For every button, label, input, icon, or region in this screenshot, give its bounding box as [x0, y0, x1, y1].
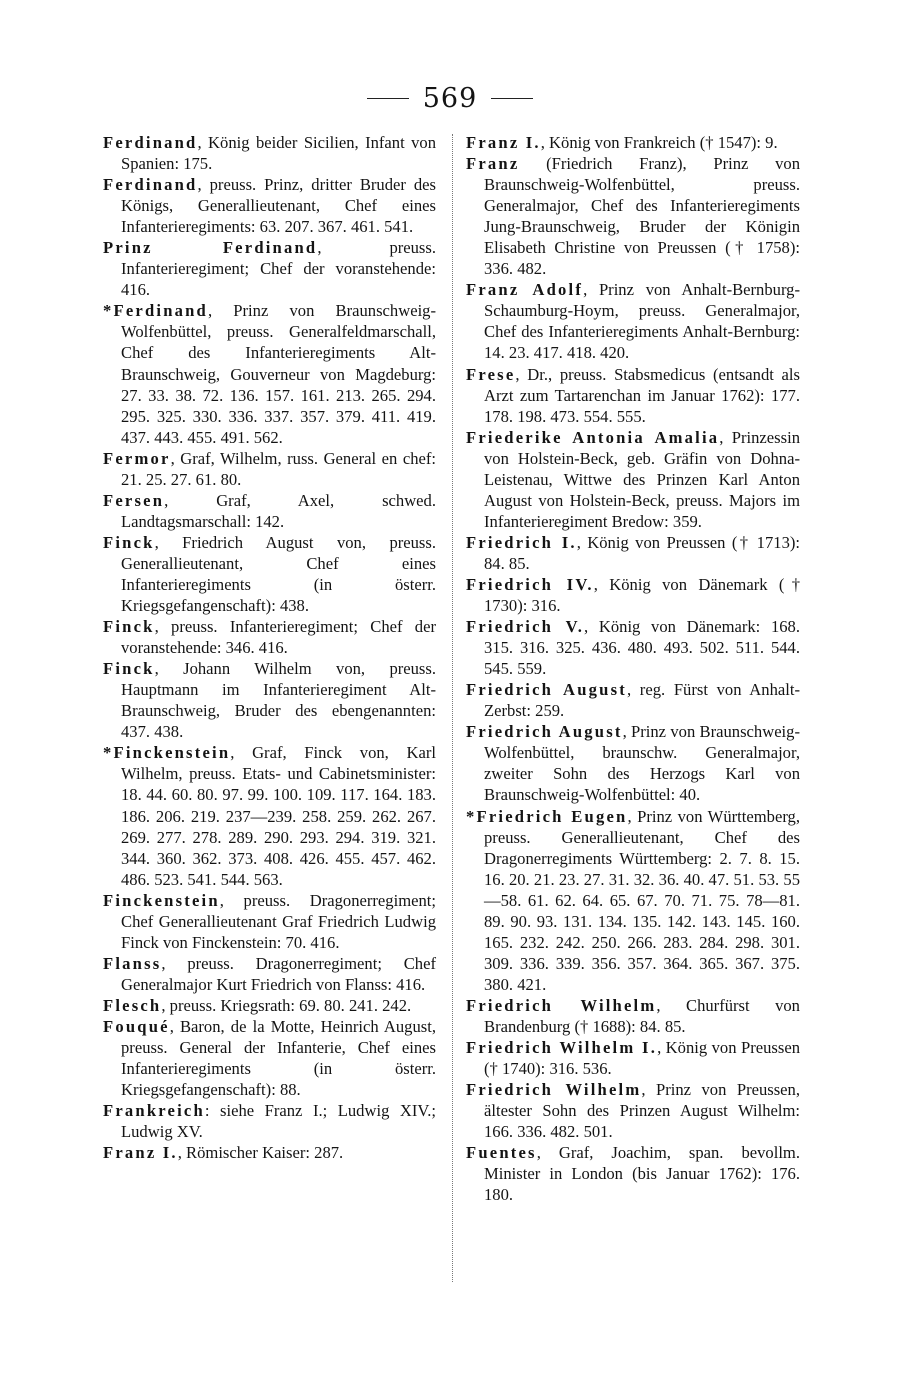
entry-text: , König von Frankreich († 1547): 9.: [540, 133, 778, 152]
entry-text: , Friedrich August von, preuss. Generallieutenant, Chef eines Infanterieregiments (in österr. Kriegsgefangenschaft): 438.: [121, 532, 436, 616]
entry-headword: Friedrich Wilhelm I.: [466, 1038, 658, 1058]
index-entry: [466, 1142, 800, 1205]
index-entry: [466, 806, 800, 995]
index-entry: [103, 1100, 436, 1142]
entry-headword: *Friedrich Eugen: [466, 806, 628, 826]
entry-headword: Frese: [466, 364, 516, 384]
index-entry: [103, 890, 436, 953]
index-entry: [103, 995, 436, 1016]
entry-text: , Prinzessin von Holstein-Beck, geb. Gräfin von Dohna-Leistenau, Wittwe des Prinzen Karl Anton August von Holstein-Beck, preuss. Majors im Infanterieregiment Bredow: 359.: [484, 427, 800, 531]
entry-text: , preuss. Infanterieregiment; Chef der voranstehende: 346. 416.: [121, 617, 436, 658]
entry-text: , preuss. Dragonerregiment; Chef Generallieutenant Graf Friedrich Ludwig Finck von Finckenstein: 70. 416.: [121, 890, 436, 952]
entry-text: , Graf, Wilhelm, russ. General en chef: 21. 25. 27. 61. 80.: [121, 448, 436, 489]
entry-text: , Prinz von Braunschweig-Wolfenbüttel, preuss. Generalfeldmarschall, Chef des Infanterieregiments Alt-Braunschweig, Gouverneur von Magdeburg: 27. 33. 38. 72. 136. 157. 161. 213. 265. 294. 295. 325. 330. 336. 337. 357. 379. 411. 419. 437. 443. 455. 491. 562.: [121, 301, 436, 447]
index-column-left: [103, 132, 436, 1163]
index-entry: [103, 174, 436, 237]
entry-text: , preuss. Prinz, dritter Bruder des Königs, Generallieutenant, Chef eines Infanterieregiments: 63. 207. 367. 461. 541.: [121, 175, 436, 237]
index-entry: [103, 953, 436, 995]
entry-text: , Graf, Finck von, Karl Wilhelm, preuss. Etats- und Cabinetsminister: 18. 44. 60. 80. 97. 99. 100. 109. 117. 164. 183. 186. 206. 219. 237—239. 258. 259. 262. 267. 269. 277. 278. 289. 290. 293. 294. 319. 321. 344. 360. 362. 373. 408. 426. 455. 457. 462. 486. 523. 541. 544. 563.: [121, 743, 436, 889]
index-entry: [466, 1079, 800, 1142]
entry-text: , König von Dänemark: 168. 315. 316. 325. 436. 480. 493. 502. 511. 544. 545. 559.: [484, 617, 801, 679]
index-entry: [466, 132, 800, 153]
index-entry: [103, 616, 436, 658]
entry-headword: Fersen: [103, 490, 165, 510]
index-entry: [103, 658, 436, 742]
entry-text: , Prinz von Anhalt-Bernburg-Schaumburg-Hoym, preuss. Generalmajor, Chef des Infanterieregiments Anhalt-Bernburg: 14. 23. 417. 418. 420.: [484, 280, 800, 363]
entry-text: (Friedrich Franz), Prinz von Braunschweig-Wolfenbüttel, preuss. Generalmajor, Chef des Infanterieregiments Jung-Braunschweig, Bruder der Königin Elisabeth Christine von Preussen († 1758): 336. 482.: [484, 154, 800, 279]
entry-text: , Churfürst von Brandenburg († 1688): 84. 85.: [484, 995, 800, 1036]
entry-headword: Franz I.: [466, 133, 541, 152]
entry-headword: Finck: [103, 617, 155, 637]
entry-text: , König beider Sicilien, Infant von Spanien: 175.: [121, 133, 436, 174]
entry-headword: Finck: [103, 659, 155, 679]
entry-headword: Franz Adolf: [466, 280, 584, 300]
entry-headword: Fouqué: [103, 1016, 170, 1036]
entry-headword: Fermor: [103, 448, 171, 468]
entry-headword: Finckenstein: [103, 890, 220, 910]
entry-headword: Friedrich August: [466, 680, 627, 700]
entry-headword: Franz: [466, 154, 520, 174]
entry-text: , König von Preussen († 1713): 84. 85.: [484, 532, 800, 573]
entry-text: , Dr., preuss. Stabsmedicus (entsandt als Arzt zum Tartarenchan im Januar 1762): 177. 178. 198. 473. 554. 555.: [484, 364, 800, 426]
entry-text: , preuss. Kriegsrath: 69. 80. 241. 242.: [161, 995, 412, 1015]
entry-headword: Fuentes: [466, 1143, 537, 1163]
entry-text: , Graf, Axel, schwed. Landtagsmarschall: 142.: [121, 490, 436, 531]
index-entry: [466, 427, 800, 532]
entry-headword: Franz I.: [103, 1143, 178, 1163]
index-entry: [103, 132, 436, 174]
entry-headword: Friedrich Wilhelm: [466, 995, 657, 1015]
index-entry: [103, 490, 436, 532]
page-number: 569: [422, 82, 478, 114]
index-entry: [466, 679, 800, 721]
index-entry: [466, 995, 800, 1037]
entry-text: , Johann Wilhelm von, preuss. Hauptmann im Infanterieregiment Alt-Braunschweig, Bruder des ebengenannten: 437. 438.: [121, 659, 436, 742]
entry-headword: *Ferdinand: [103, 301, 208, 321]
entry-headword: Friedrich August: [466, 722, 623, 742]
index-entry: [466, 279, 800, 363]
entry-headword: *Finckenstein: [103, 743, 231, 763]
entry-headword: Friedrich Wilhelm: [466, 1080, 642, 1100]
index-entry: [466, 153, 800, 279]
index-entry: [103, 742, 436, 889]
entry-text: , König von Dänemark († 1730): 316.: [484, 574, 800, 616]
entry-headword: Friedrich IV.: [466, 574, 594, 594]
entry-headword: Friedrich V.: [466, 617, 585, 637]
entry-text: , preuss. Infanterieregiment; Chef der voranstehende: 416.: [121, 238, 436, 300]
header-rule-left: [367, 98, 409, 99]
entry-headword: Friedrich I.: [466, 532, 577, 552]
index-entry: [103, 237, 436, 300]
entry-text: , Baron, de la Motte, Heinrich August, preuss. General der Infanterie, Chef eines Infanterieregiments (in österr. Kriegsgefangenschaft): 88.: [121, 1016, 436, 1100]
entry-text: , König von Preussen († 1740): 316. 536.: [484, 1038, 800, 1079]
index-column-right: [466, 132, 800, 1205]
index-entry: [466, 574, 800, 616]
entry-text: , Prinz von Württemberg, preuss. Generallieutenant, Chef des Dragonerregiments Württemberg: 2. 7. 8. 15. 16. 20. 21. 23. 27. 31. 32. 36. 40. 47. 51. 53. 55—58. 61. 62. 64. 65. 67. 70. 71. 75. 78—81. 89. 90. 93. 131. 134. 135. 142. 143. 145. 160. 165. 232. 242. 250. 266. 283. 284. 298. 301. 309. 336. 339. 356. 357. 364. 365. 367. 375. 380. 421.: [484, 806, 800, 994]
index-entry: [466, 532, 800, 574]
entry-text: , preuss. Dragonerregiment; Chef Generalmajor Kurt Friedrich von Flanss: 416.: [121, 953, 436, 994]
entry-headword: Flanss: [103, 953, 162, 973]
header-rule-right: [491, 98, 533, 99]
index-entry: [466, 1037, 800, 1079]
entry-headword: Ferdinand: [103, 133, 198, 152]
index-entry: [103, 1016, 436, 1100]
entry-headword: Prinz Ferdinand: [103, 238, 318, 258]
entry-headword: Frankreich: [103, 1101, 205, 1121]
index-entry: [103, 448, 436, 490]
index-entry: [466, 721, 800, 805]
page-header: [0, 78, 900, 118]
entry-headword: Ferdinand: [103, 175, 198, 195]
entry-headword: Friederike Antonia Amalia: [466, 427, 720, 447]
entry-text: , Prinz von Braunschweig-Wolfenbüttel, braunschw. Generalmajor, zweiter Sohn des Herzogs Karl von Braunschweig-Wolfenbüttel: 40.: [484, 722, 800, 805]
entry-text: : siehe Franz I.; Ludwig XIV.; Ludwig XV.: [121, 1101, 436, 1142]
entry-text: , Römischer Kaiser: 287.: [177, 1143, 344, 1163]
column-divider: [452, 134, 453, 1282]
entry-text: , Graf, Joachim, span. bevollm. Minister in London (bis Januar 1762): 176. 180.: [484, 1143, 800, 1205]
entry-headword: Flesch: [103, 995, 162, 1015]
entry-text: , Prinz von Preussen, ältester Sohn des Prinzen August Wilhelm: 166. 336. 482. 501.: [484, 1080, 800, 1142]
index-entry: [103, 532, 436, 616]
index-entry: [103, 1142, 436, 1163]
entry-headword: Finck: [103, 532, 155, 552]
index-entry: [466, 616, 800, 679]
index-entry: [466, 364, 800, 427]
entry-text: , reg. Fürst von Anhalt-Zerbst: 259.: [484, 680, 800, 721]
index-entry: [103, 300, 436, 447]
